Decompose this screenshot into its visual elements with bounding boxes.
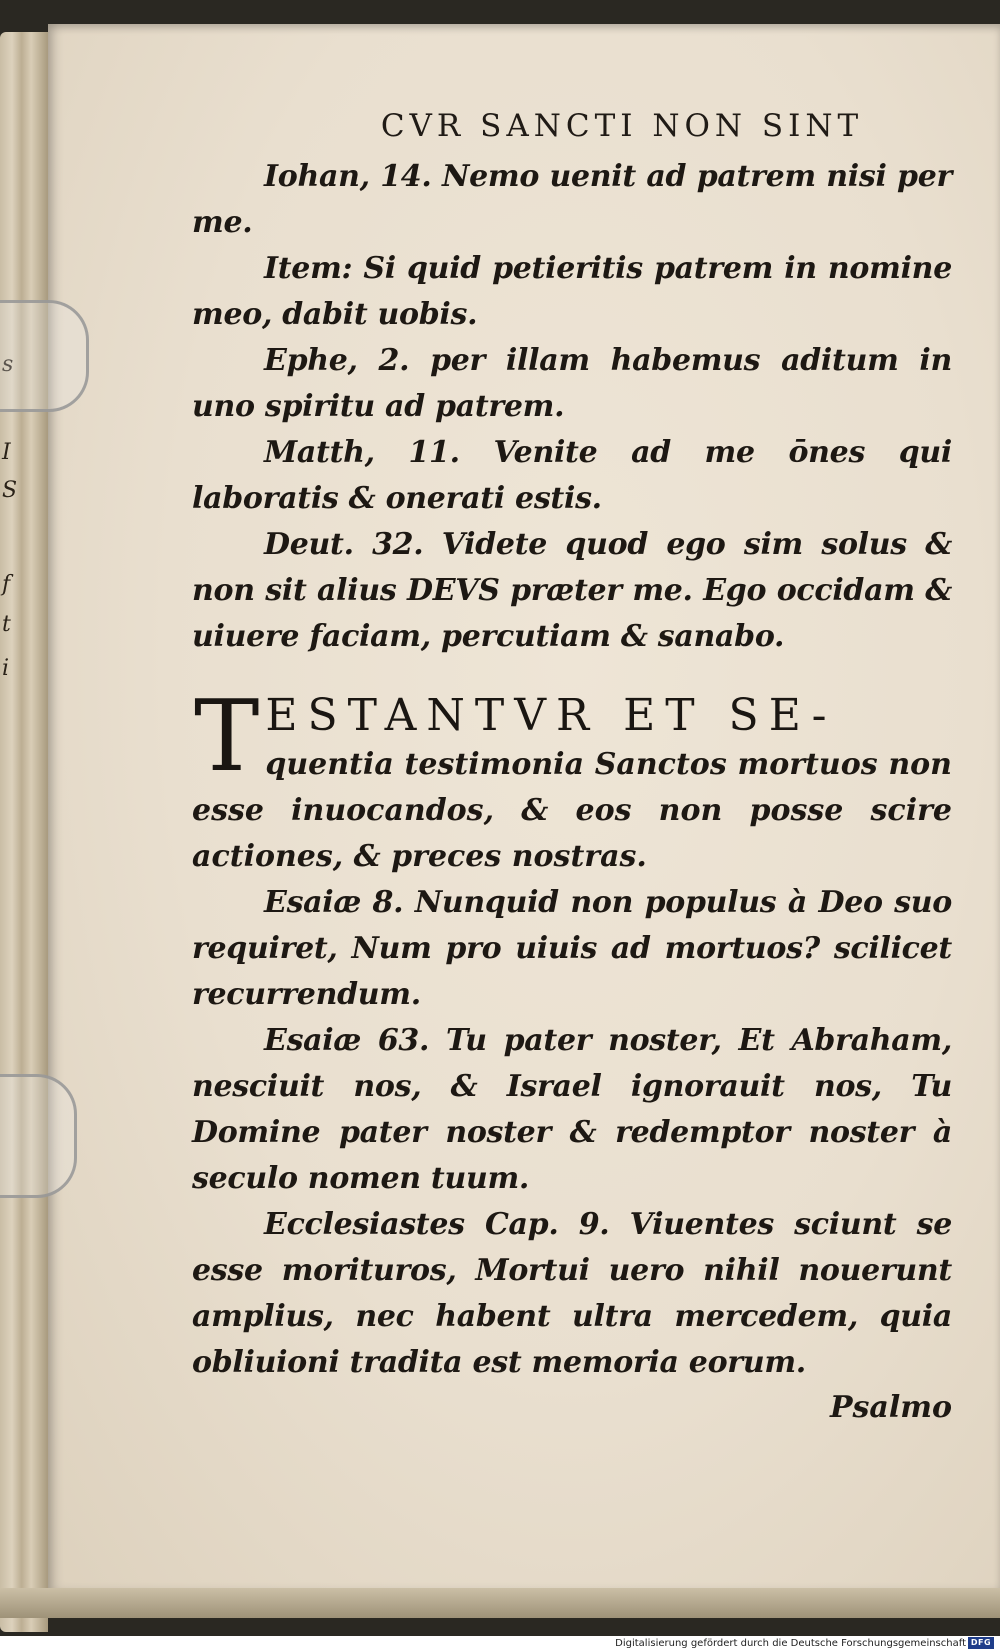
page-text	[192, 108, 952, 1425]
paragraph: Ephe, 2. per illam habemus aditum in uno spiritu ad patrem.	[192, 343, 952, 424]
margin-letter: I	[2, 440, 11, 465]
dfg-logo: DFG	[968, 1637, 994, 1649]
margin-letter: t	[2, 612, 11, 637]
paragraph: Esaiæ 63. Tu pater noster, Et Abraham, nesciuit nos, & Israel ignorauit nos, Tu Domine pater noster & redemptor noster à seculo nomen tuum.	[192, 1023, 952, 1196]
funding-credit: Digitalisierung gefördert durch die Deutsche Forschungsgemeinschaft	[615, 1638, 966, 1649]
paragraph: Matth, 11. Venite ad me ōnes qui laboratis & onerati estis.	[192, 435, 952, 516]
running-head: CVR SANCTI NON SINT	[380, 108, 864, 144]
paragraph: Esaiæ 8. Nunquid non populus à Deo suo requiret, Num pro uiuis ad mortuos? scilicet recurrendum.	[192, 885, 952, 1012]
page-clip-bottom	[0, 1074, 77, 1198]
catchword: Psalmo	[829, 1390, 952, 1425]
page-clip-top	[0, 300, 89, 412]
margin-letter: S	[2, 478, 18, 503]
drop-cap: T	[194, 680, 260, 794]
paragraph: Ecclesiastes Cap. 9. Viuentes sciunt se esse morituros, Mortui uero nihil nouerunt amplius, nec habent ultra mercedem, quia obliuioni tradita est memoria eorum.	[192, 1207, 952, 1380]
paragraph: Deut. 32. Videte quod ego sim solus & non sit alius DEVS præter me. Ego occidam & uiuere faciam, percutiam & sanabo.	[192, 527, 952, 654]
section-heading	[192, 680, 952, 880]
margin-letter: f	[2, 572, 11, 597]
page-bottom-edge	[0, 1588, 1000, 1618]
previous-page-edges	[0, 32, 48, 1632]
heading-continuation: quentia testimonia Sanctos mortuos non esse inuocandos, & eos non posse scire actiones, & preces nostras.	[192, 747, 952, 874]
heading-caps-line: ESTANTVR ET SE-	[265, 690, 837, 741]
paragraph: Iohan, 14. Nemo uenit ad patrem nisi per me.	[192, 159, 952, 240]
paragraph: Item: Si quid petieritis patrem in nomine meo, dabit uobis.	[192, 251, 952, 332]
margin-letter: s	[2, 352, 14, 377]
margin-letter: i	[2, 656, 10, 681]
